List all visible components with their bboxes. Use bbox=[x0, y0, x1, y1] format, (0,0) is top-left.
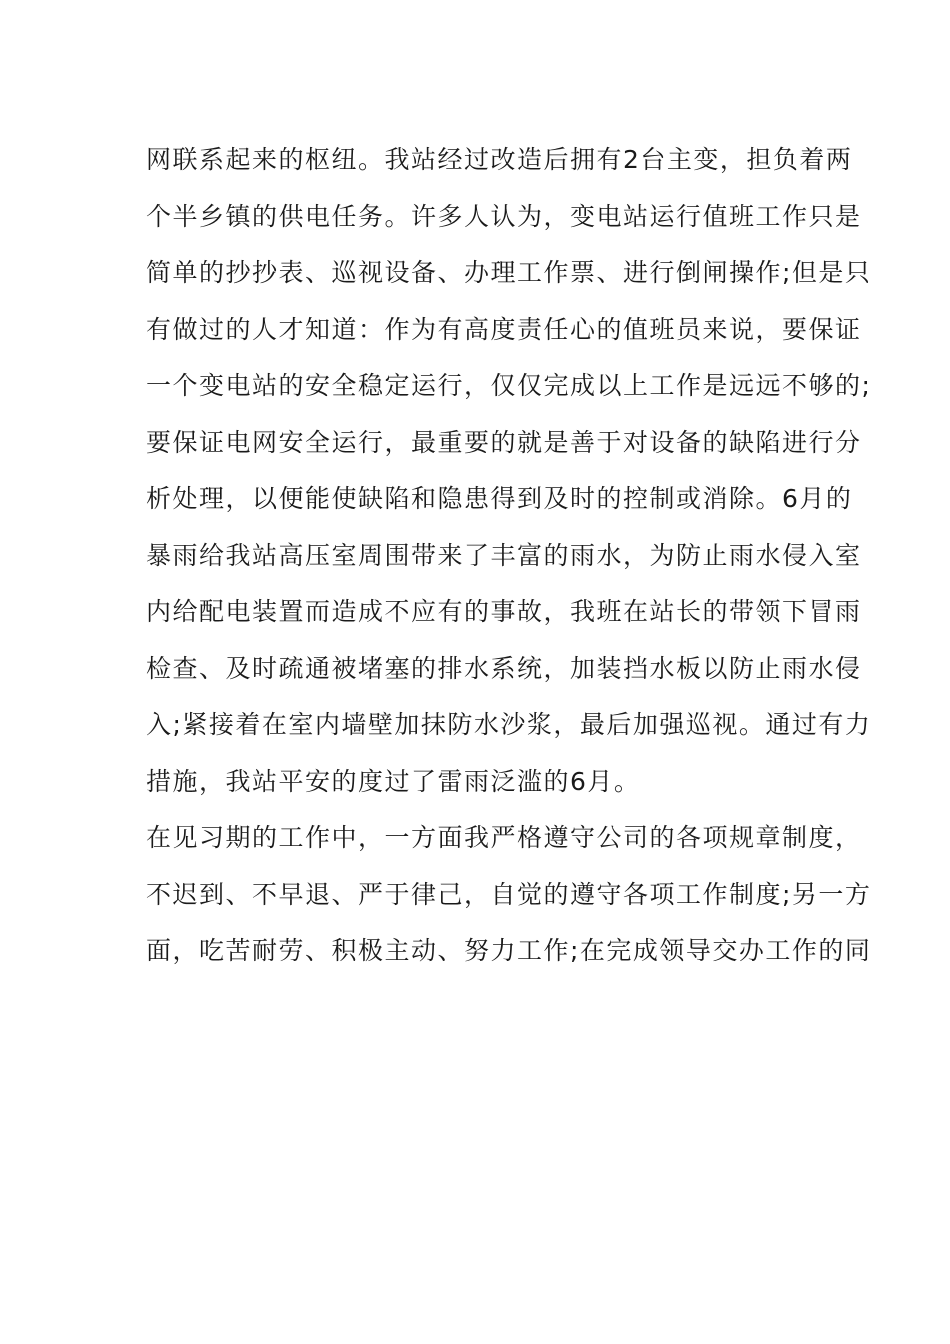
body-text bbox=[146, 132, 872, 980]
text-line: 在见习期的工作中，一方面我严格遵守公司的各项规章制度， bbox=[146, 823, 862, 852]
text-line: 内给配电装置而造成不应有的事故，我班在站长的带领下冒雨 bbox=[146, 597, 862, 626]
text-line: 一个变电站的安全稳定运行，仅仅完成以上工作是远远不够的; bbox=[146, 371, 872, 400]
text-line: 有做过的人才知道：作为有高度责任心的值班员来说，要保证 bbox=[146, 314, 862, 344]
text-line: 检查、及时疏通被堵塞的排水系统，加装挡水板以防止雨水侵 bbox=[146, 653, 862, 683]
text-line: 简单的抄抄表、巡视设备、办理工作票、进行倒闸操作;但是只 bbox=[146, 258, 872, 287]
text-line: 要保证电网安全运行，最重要的就是善于对设备的缺陷进行分 bbox=[146, 427, 862, 457]
text-line: 不迟到、不早退、严于律己，自觉的遵守各项工作制度;另一方 bbox=[146, 879, 872, 909]
text-line: 措施，我站平安的度过了雷雨泛滥的6月。 bbox=[146, 766, 641, 796]
text-line: 析处理，以便能使缺陷和隐患得到及时的控制或消除。6月的 bbox=[146, 484, 853, 513]
text-line: 网联系起来的枢纽。我站经过改造后拥有2台主变，担负着两 bbox=[146, 145, 853, 174]
text-line: 入;紧接着在室内墙壁加抹防水沙浆，最后加强巡视。通过有力 bbox=[146, 710, 872, 739]
text-line: 个半乡镇的供电任务。许多人认为，变电站运行值班工作只是 bbox=[146, 201, 862, 231]
text-line: 暴雨给我站高压室周围带来了丰富的雨水，为防止雨水侵入室 bbox=[146, 540, 862, 570]
text-line: 面，吃苦耐劳、积极主动、努力工作;在完成领导交办工作的同 bbox=[146, 936, 872, 965]
